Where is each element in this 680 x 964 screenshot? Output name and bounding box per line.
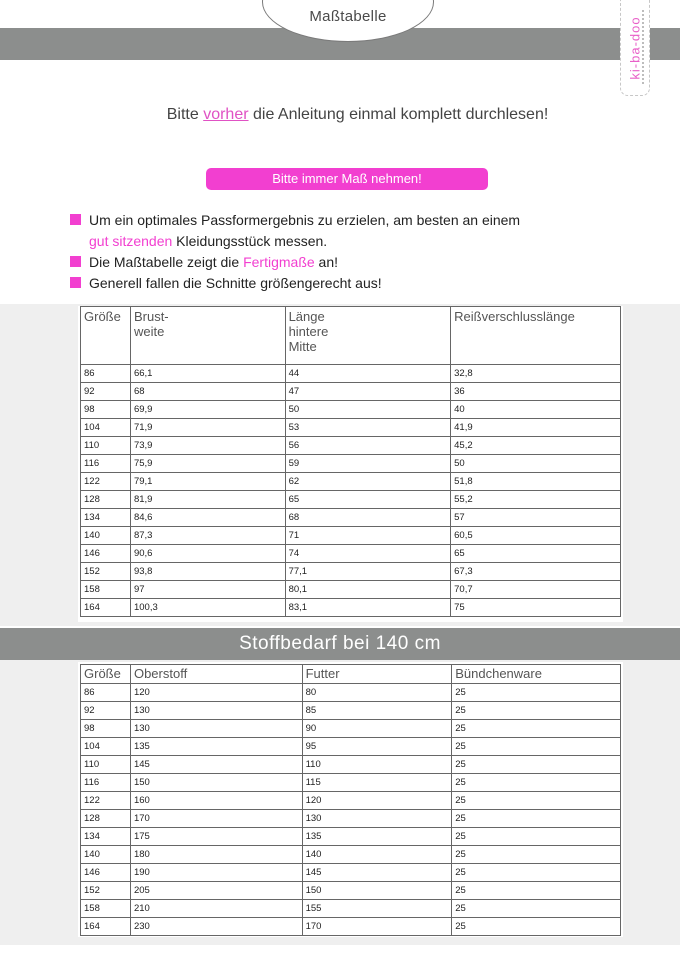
table-row [81,684,621,702]
table-row [81,383,621,401]
table-row [81,581,621,599]
table-cell: 160 [130,792,302,810]
table-cell: 110 [81,437,131,455]
table-cell: 59 [285,455,451,473]
table-cell: 93,8 [130,563,285,581]
table-cell: 73,9 [130,437,285,455]
table-row [81,810,621,828]
table-cell: 116 [81,774,131,792]
table-cell: 51,8 [451,473,621,491]
table-cell: 110 [302,756,452,774]
table-cell: 135 [130,738,302,756]
table-cell: 180 [130,846,302,864]
table-cell: 140 [81,846,131,864]
table-cell: 81,9 [130,491,285,509]
table-cell: 110 [81,756,131,774]
table-cell: 170 [130,810,302,828]
header-length-line: Mitte [288,339,317,354]
table-row [81,846,621,864]
table-cell: 155 [302,900,452,918]
table-cell: 70,7 [451,581,621,599]
bullet-text: Generell fallen die Schnitte größengerecht aus! [89,275,382,291]
table-cell: 53 [285,419,451,437]
table-cell: 80,1 [285,581,451,599]
bullet-square-icon [70,277,81,288]
table-cell: 41,9 [451,419,621,437]
table-cell: 65 [451,545,621,563]
table-cell: 134 [81,828,131,846]
table-cell: 25 [452,918,621,936]
table-cell: 190 [130,864,302,882]
table-cell: 50 [285,401,451,419]
table-cell: 135 [302,828,452,846]
table-cell: 130 [302,810,452,828]
table-cell: 158 [81,581,131,599]
table-cell: 130 [130,720,302,738]
fabric-table [80,664,621,936]
table-cell: 145 [130,756,302,774]
table-cell: 60,5 [451,527,621,545]
table-cell: 98 [81,401,131,419]
table-cell: 152 [81,563,131,581]
table-cell: 90 [302,720,452,738]
table-cell: 170 [302,918,452,936]
table-cell: 115 [302,774,452,792]
table-cell: 83,1 [285,599,451,617]
table-cell: 74 [285,545,451,563]
header-length-line: hintere [288,324,329,339]
table-cell: 104 [81,738,131,756]
table-cell: 120 [130,684,302,702]
table-row [81,563,621,581]
table-cell: 230 [130,918,302,936]
header-chest-line: weite [133,324,165,339]
table-cell: 25 [452,810,621,828]
logo-dots [642,10,647,84]
table-row [81,401,621,419]
table-row [81,527,621,545]
table-cell: 152 [81,882,131,900]
table-row [81,545,621,563]
bullet-text [89,252,338,273]
table-cell: 25 [452,864,621,882]
table-row [81,828,621,846]
table-cell: 134 [81,509,131,527]
table-cell: 75,9 [130,455,285,473]
table-row [81,599,621,617]
table-cell: 32,8 [451,365,621,383]
fabric-section-title: Stoffbedarf bei 140 cm [0,628,680,660]
table-cell: 69,9 [130,401,285,419]
table-cell: 146 [81,545,131,563]
table-cell: 128 [81,810,131,828]
bullet-list [70,210,630,294]
table-cell: 120 [302,792,452,810]
brand-logo-tag [620,0,650,96]
table-row [81,864,621,882]
table-cell: 36 [451,383,621,401]
notice-banner: Bitte immer Maß nehmen! [206,168,488,190]
bullet-continuation [70,231,630,252]
table-row [81,774,621,792]
table-row [81,756,621,774]
table-cell: 25 [452,702,621,720]
table-row [81,900,621,918]
bullet-highlight: Fertigmaße [243,254,315,270]
table-cell: 44 [285,365,451,383]
fabric-table-header-row [81,665,621,684]
table-cell: 145 [302,864,452,882]
header-length-line: Länge [288,309,325,324]
table-row [81,702,621,720]
intro-part2: die Anleitung einmal komplett durchlesen! [248,106,549,123]
table-cell: 150 [302,882,452,900]
table-cell: 92 [81,702,131,720]
table-cell: 50 [451,455,621,473]
table-cell: 95 [302,738,452,756]
size-table-header-row [81,307,621,365]
table-cell: 205 [130,882,302,900]
table-cell: 210 [130,900,302,918]
table-cell: 97 [130,581,285,599]
table-cell: 164 [81,918,131,936]
bullet-text: Um ein optimales Passformergebnis zu erzielen, am besten an einem [89,212,521,228]
table-cell: 116 [81,455,131,473]
table-cell: 79,1 [130,473,285,491]
table-row [81,509,621,527]
header-size: Größe [81,307,131,365]
bullet-square-icon [70,214,81,225]
table-cell: 71,9 [130,419,285,437]
bullet-text: Kleidungsstück messen. [172,233,328,249]
table-cell: 85 [302,702,452,720]
table-cell: 104 [81,419,131,437]
bullet-highlight: gut sitzenden [89,233,173,249]
table-cell: 47 [285,383,451,401]
page-title: Maßtabelle [309,8,387,25]
table-cell: 86 [81,365,131,383]
table-cell: 56 [285,437,451,455]
table-cell: 25 [452,828,621,846]
table-cell: 130 [130,702,302,720]
table-cell: 25 [452,882,621,900]
header-zipper: Reißverschlusslänge [451,307,621,365]
table-cell: 122 [81,473,131,491]
table-cell: 87,3 [130,527,285,545]
table-cell: 164 [81,599,131,617]
bullet-square-icon [70,256,81,267]
table-row [81,437,621,455]
size-table [80,306,621,617]
table-cell: 67,3 [451,563,621,581]
table-cell: 140 [81,527,131,545]
table-cell: 100,3 [130,599,285,617]
table-cell: 122 [81,792,131,810]
bullet-item [70,252,630,273]
intro-part1: Bitte [166,106,204,123]
table-cell: 98 [81,720,131,738]
bullet-text-pre: Die Maßtabelle zeigt die [89,254,244,270]
table-row [81,792,621,810]
table-cell: 146 [81,864,131,882]
header-outer-fabric: Oberstoff [130,665,302,684]
header-chest-line: Brust- [133,309,169,324]
table-cell: 84,6 [130,509,285,527]
bullet-text-post: an! [314,254,339,270]
table-row [81,918,621,936]
table-cell: 25 [452,738,621,756]
table-cell: 90,6 [130,545,285,563]
table-row [81,473,621,491]
table-cell: 57 [451,509,621,527]
header-lining: Futter [302,665,452,684]
table-row [81,720,621,738]
table-cell: 25 [452,900,621,918]
table-cell: 66,1 [130,365,285,383]
table-cell: 25 [452,684,621,702]
table-cell: 25 [452,774,621,792]
table-cell: 75 [451,599,621,617]
table-cell: 62 [285,473,451,491]
table-cell: 175 [130,828,302,846]
intro-highlight: vorher [203,106,249,123]
table-cell: 140 [302,846,452,864]
table-cell: 25 [452,720,621,738]
header-ribbing: Bündchenware [452,665,621,684]
table-row [81,365,621,383]
table-cell: 150 [130,774,302,792]
bullet-item [70,273,630,294]
table-cell: 158 [81,900,131,918]
table-row [81,882,621,900]
header-length [285,307,451,365]
table-cell: 40 [451,401,621,419]
table-row [81,738,621,756]
table-cell: 68 [285,509,451,527]
table-cell: 25 [452,756,621,774]
table-cell: 25 [452,792,621,810]
table-cell: 71 [285,527,451,545]
table-cell: 55,2 [451,491,621,509]
header-size: Größe [81,665,131,684]
table-cell: 77,1 [285,563,451,581]
table-row [81,419,621,437]
table-cell: 86 [81,684,131,702]
table-cell: 45,2 [451,437,621,455]
table-cell: 68 [130,383,285,401]
intro-text [0,106,680,124]
table-row [81,455,621,473]
table-cell: 80 [302,684,452,702]
bullet-item [70,210,630,231]
brand-logo: ki-ba-doo [627,15,643,80]
header-chest [130,307,285,365]
table-cell: 92 [81,383,131,401]
table-cell: 65 [285,491,451,509]
table-cell: 128 [81,491,131,509]
table-cell: 25 [452,846,621,864]
table-row [81,491,621,509]
